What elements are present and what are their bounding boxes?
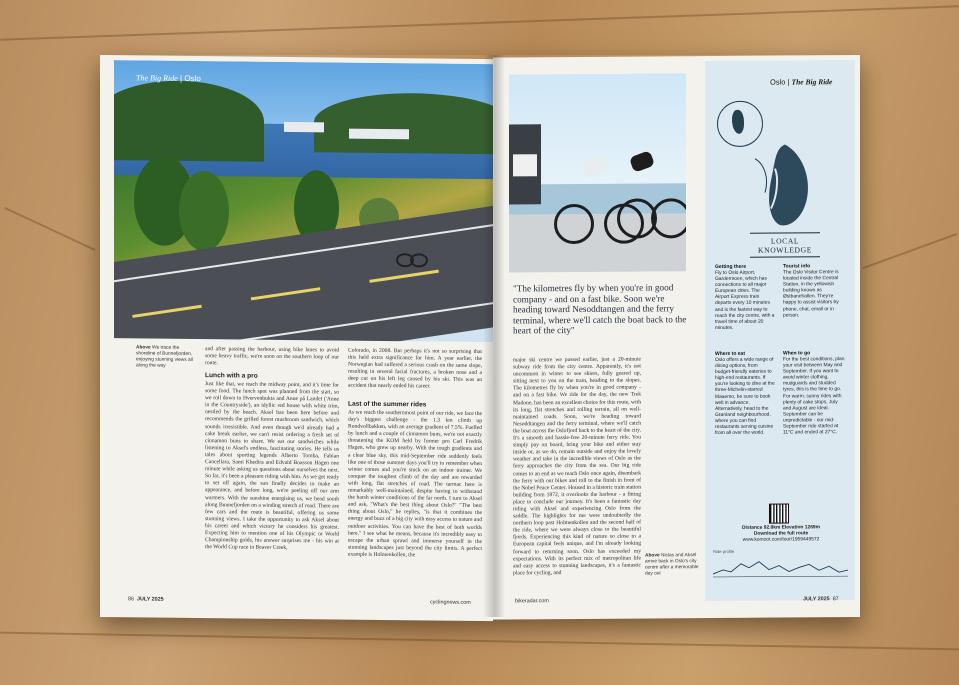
floor-seam <box>4 207 95 251</box>
floor-seam <box>0 632 959 651</box>
left-page <box>100 55 493 621</box>
body-column-right: major ski centre we passed earlier, just a 20-minute subway ride from the city centre. Apparently, it's not uncommon in winter to see skiers, fully geared up, sitting next to you on the train, heading to the slopes. The kilometres fly by when you're in good company - and on a fast bike. We ride for the day, the new Trek Madone, has been an excellent choice for this route, with its long, flat stretches and rolling terrain, all on well-maintained roads. Soon, we're heading toward Nesoddtangen and the ferry terminal, where we'll catch the boat across the Oslofjord back to the heart of the city. It's a smooth and hassle-free 20-minute ferry ride. You simply pay on board, bring your bike and either stay inside or, as we do, remain outside and enjoy the lovely weather and take in the incredible views of Oslo as the ferry approaches the city from the sea. Our big ride comes to an end as we reach Oslo once again, disembark the ferry with our bikes and roll to the finish in front of the Nobel Peace Center. Housed in a historic train station building from 1872, it overlooks the harbour - a fitting place to conclude our journey. It's been a fantastic day riding with Aksel and experiencing Oslo from the saddle. The highlights for me were undoubtedly the northern loop past Holmenkollen and the second half of the ride, where we were always close to the beautiful fjords. Experiencing this kind of nature so close to a European capital feels unique, and I'm already looking forward to returning soon. Oslo has exceeded my expectations. With its perfect mix of metropolitan life and easy access to stunning landscapes, it's a fantastic place for cycling, and <box>513 356 641 577</box>
title-rule <box>750 232 820 233</box>
tourist-info-heading: Tourist info <box>783 263 811 270</box>
title-rule <box>750 256 820 257</box>
pull-quote: "The kilometres fly by when you're in good company - and on a fast bike. Soon we're heading toward Nesoddtangen and the ferry terminal, where we'll catch the boat back to the heart of the city" <box>513 282 687 336</box>
when-to-go-heading: When to go <box>783 350 811 357</box>
profile-label: Ride profile <box>713 548 735 555</box>
route-stats: Distance 92.8km Elevation 1269m <box>741 525 821 531</box>
body-column-1a: and after passing the harbour, using bike lanes to avoid some heavy traffic, we're soon on the southern loop of our route. <box>205 346 339 367</box>
magazine-spread <box>100 55 860 617</box>
route-download: Download the full route <box>753 531 809 537</box>
floor-seam <box>0 5 958 40</box>
body-column-2b: As we reach the southernmost point of our ride, we face the day's biggest challenge - the 1.3 km climb up Rundvollbakken, with an average gradient of 7.5%. Fuelled by lunch and a couple of cinnamon buns, we're not exactly threatening the KOM held by former pro Carl Fredrik Hagen, who grew up nearby. With the tough gradients and a clear blue sky, this mid-September ride suddenly feels like one of those summer days you'll try to remember when winter comes and you're stuck on an indoor trainer. We conquer the toughest climb of the day and are rewarded with long, flat stretches of road. The tarmac here is remarkably well-maintained, despite having to withstand the harsh winter conditions of the far north. I turn to Aksel and ask, "What's the best thing about Oslo?" "The best thing about Oslo," he replies, "is that it combines the energy and buzz of a big city with easy access to nature and outdoor activities. You can have the best of both worlds here." I see what he means, because it's incredibly easy to escape the urban sprawl and immerse yourself in the stunning landscapes just beyond the city limits. A perfect example is Holmenkollen, the <box>348 409 482 559</box>
getting-there-heading: Getting there <box>715 263 747 271</box>
body-column-1b: Just like that, we reach the midway point, and it's time for some food. The lunch spot was planned from the start, so we roll down to Hvervenbukta and Anne på Landet ('Anne in the Countryside'), an idyllic red house with white trim, nestled by the beach. Aksel has been here before and recommends the grilled forest mushroom sandwich, which sounds irresistible. And even though we'd already had a cake break earlier, we can't resist ordering a fresh set of cinnamon buns to share. We eat our sandwiches while listening to Aksel's endless, fascinating stories. He tells us tales about sporting legends Alberto Tomba, Fabian Cancellara, Sami Khedira and Edvald Boasson Hagen one minute while asking us questions about ourselves the next. So far, it's been a pleasure riding with him. As we get ready to set off again, the sun finally decides to make an appearance, and before long, we're peeling off our arm warmers. With the sunshine energising us, we head south along Bunnefjorden on a winding stretch of road. There are few cars and the route is beautiful, offering us some stunning views. I take the opportunity to ask Aksel about his career and which victory he considers his greatest. Expecting him to mention one of his Olympic or World Championship golds, his answer surprises me - his win at the World Cup race in Beaver Creek, <box>205 381 339 552</box>
folio-right: JULY 2025 87 <box>803 596 839 603</box>
sidebar-title: LOCAL KNOWLEDGE <box>758 236 812 255</box>
folio-left: 86 JULY 2025 <box>128 596 164 603</box>
subheading-summer: Last of the summer rides <box>348 400 427 409</box>
getting-there-text: Fly to Oslo Airport, Gardermoen, which has connections to all major European cities. The Airport Express train departs every 10 minutes and is the fastest way to reach the city centre, with a travel time of about 20 minutes. <box>715 270 775 331</box>
elevation-profile <box>713 555 848 578</box>
tourist-info-text: The Oslo Visitor Centre is located inside the Central Station, in the yellowish building known as Østbanehallen. They're happy to assist visitors by phone, chat, email or in person. <box>783 270 839 319</box>
riders-photo <box>509 73 686 272</box>
photo-caption: Above We trace the shoreline of Bunnefjorden, enjoying stunning views all along the way <box>136 345 193 369</box>
local-knowledge-sidebar <box>705 60 855 601</box>
when-to-go-text: For the best conditions, plan your visit between May and September. If you want to avoid winter clothing, mudguards and studded tyres, this is the time to go. For warm, sunny rides with plenty of cake stops, July and August are ideal. September can be unpredictable - our mid-September ride started at 11°C and ended at 27°C. <box>783 357 845 436</box>
region-map <box>745 138 825 231</box>
route-link[interactable]: www.komoot.com/tour/1959449572 <box>742 537 820 543</box>
hero-photo <box>114 60 493 342</box>
rider-figure <box>410 253 428 267</box>
photo-caption-right: Above Niclas and Aksel arrive back in Oslo's city centre after a memorable day out <box>645 553 699 577</box>
folio-site-left: cyclingnews.com <box>430 599 471 606</box>
right-page <box>493 55 860 620</box>
folio-site-right: bikeradar.com <box>515 598 549 605</box>
floor-seam <box>863 233 958 269</box>
qr-code-icon[interactable] <box>769 503 789 523</box>
where-to-eat-text: Oslo offers a wide range of dining options, from budget-friendly eateries to high-end restaurants. If you're looking to dine at the three-Michelin-starred Maaemo, be sure to book well in advance. Alternatively, head to the Grønland neighbourhood, where you can find restaurants serving cuisine from all over the world. <box>715 357 775 437</box>
running-head-left: The Big Ride | Oslo <box>136 73 201 84</box>
subheading-lunch: Lunch with a pro <box>205 372 258 380</box>
where-to-eat-heading: Where to eat <box>715 350 746 358</box>
body-column-2a: Colorado, in 2008. But perhaps it's not so surprising that this held extra significance for him. A year earlier, the Norwegian had suffered a serious crash on the same slope, resulting in several facial fractures, a broken nose and a deep cut on his left leg caused by his ski. This was an accident that nearly ended his career. <box>348 347 482 390</box>
running-head-right: Oslo | The Big Ride <box>770 77 833 87</box>
